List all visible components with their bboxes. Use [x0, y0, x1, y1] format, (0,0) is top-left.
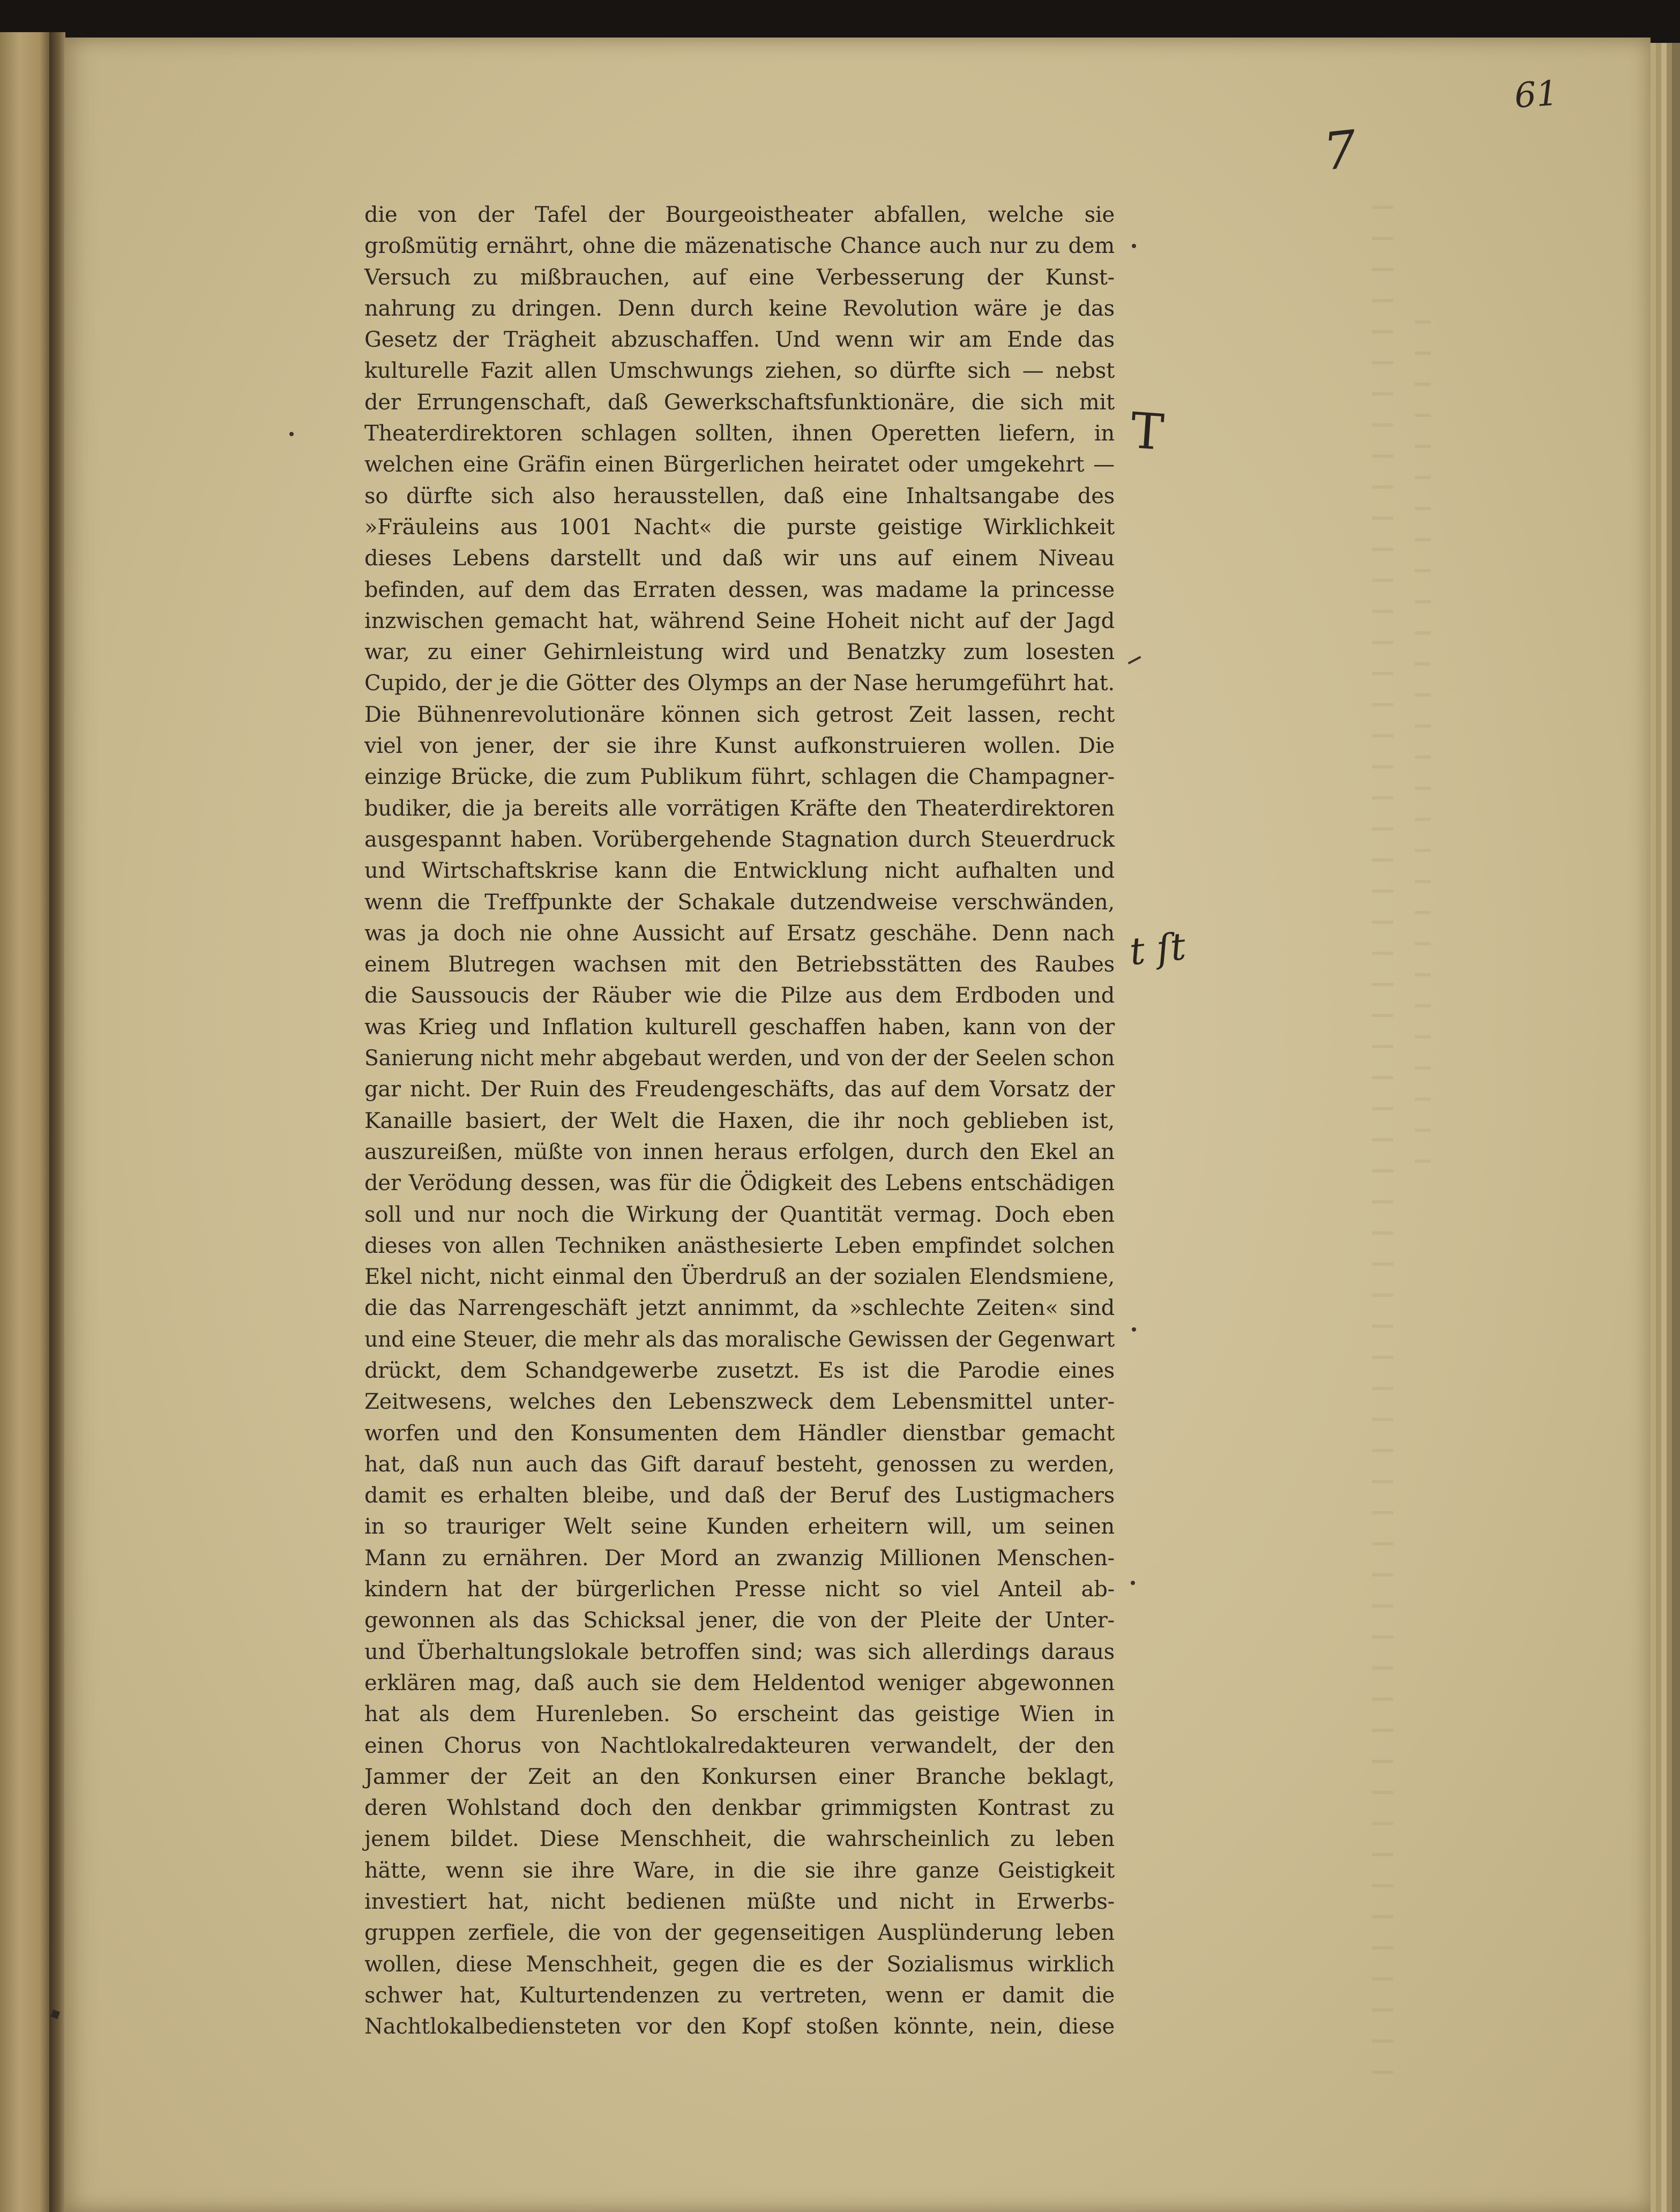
text-line: die von der Tafel der Bourgeoistheater abfallen, welche sie — [364, 203, 1115, 227]
show-through-text — [1372, 198, 1393, 2074]
text-line: nahrung zu dringen. Denn durch keine Revolution wäre je das — [364, 296, 1115, 321]
text-line: schwer hat, Kulturtendenzen zu vertreten, wenn er damit die — [364, 1983, 1115, 2008]
text-line: »Fräuleins aus 1001 Nacht« die purste geistige Wirklichkeit — [364, 514, 1115, 540]
text-line: befinden, auf dem das Erraten dessen, was madame la princesse — [364, 577, 1115, 602]
text-line: kulturelle Fazit allen Umschwungs ziehen, so dürfte sich — nebst — [364, 358, 1115, 384]
text-line: was ja doch nie ohne Aussicht auf Ersatz geschähe. Denn nach — [364, 921, 1115, 946]
text-line: gruppen zerfiele, die von der gegenseitigen Ausplünderung leben — [364, 1920, 1115, 1946]
text-line: Jammer der Zeit an den Konkursen einer Branche beklagt, — [364, 1764, 1115, 1789]
page-edge — [1651, 43, 1656, 2212]
text-line: viel von jener, der sie ihre Kunst aufkonstruieren wollen. Die — [364, 734, 1115, 759]
text-line: damit es erhalten bleibe, und daß der Beruf des Lustigmachers — [364, 1483, 1115, 1508]
text-line: die das Narrengeschäft jetzt annimmt, da »schlechte Zeiten« sind — [364, 1296, 1115, 1321]
text-line: deren Wohlstand doch den denkbar grimmigsten Kontrast zu — [364, 1796, 1115, 1821]
text-line: der Errungenschaft, daß Gewerkschaftsfunktionäre, die sich mit — [364, 390, 1115, 415]
text-line: Mann zu ernähren. Der Mord an zwanzig Millionen Menschen- — [364, 1545, 1115, 1571]
text-line: hätte, wenn sie ihre Ware, in die sie ihre ganze Geistigkeit — [364, 1858, 1115, 1883]
text-line: drückt, dem Schandgewerbe zusetzt. Es ist die Parodie eines — [364, 1358, 1115, 1383]
text-line: Theaterdirektoren schlagen sollten, ihnen Operetten liefern, in — [364, 421, 1115, 446]
proof-correction-mark: t ſt — [1128, 924, 1188, 974]
margin-mark — [1132, 1327, 1136, 1332]
margin-mark — [1131, 1581, 1135, 1585]
text-line: inzwischen gemacht hat, während Seine Hoheit nicht auf der Jagd — [364, 608, 1115, 633]
text-line: in so trauriger Welt seine Kunden erheitern will, um seinen — [364, 1514, 1115, 1540]
text-line: war, zu einer Gehirnleistung wird und Benatzky zum losesten — [364, 640, 1115, 665]
text-line: welchen eine Gräfin einen Bürgerlichen heiratet oder umgekehrt — — [364, 452, 1115, 477]
text-line: jenem bildet. Diese Menschheit, die wahrscheinlich zu leben — [364, 1827, 1115, 1852]
text-line: dieses von allen Techniken anästhesierte Leben empfindet solchen — [364, 1233, 1115, 1258]
text-line: einzige Brücke, die zum Publikum führt, schlagen die Champagner- — [364, 765, 1115, 790]
book-gutter — [49, 32, 65, 2212]
text-line: Versuch zu mißbrauchen, auf eine Verbesserung der Kunst- — [364, 265, 1115, 290]
text-line: kindern hat der bürgerlichen Presse nicht so viel Anteil ab- — [364, 1577, 1115, 1602]
text-line: investiert hat, nicht bedienen müßte und nicht in Erwerbs- — [364, 1889, 1115, 1915]
text-line: wenn die Treffpunkte der Schakale dutzendweise verschwänden, — [364, 890, 1115, 915]
page-edge — [1672, 43, 1680, 2212]
text-line: und Überhaltungslokale betroffen sind; was sich allerdings daraus — [364, 1639, 1115, 1664]
text-line: Sanierung nicht mehr abgebaut werden, und von der der Seelen schon — [364, 1046, 1115, 1071]
text-line: gewonnen als das Schicksal jener, die von der Pleite der Unter- — [364, 1608, 1115, 1633]
text-line: auszureißen, müßte von innen heraus erfolgen, durch den Ekel an — [364, 1139, 1115, 1164]
text-line: budiker, die ja bereits alle vorrätigen Kräfte den Theaterdirektoren — [364, 796, 1115, 821]
margin-mark — [1132, 244, 1136, 248]
text-line: der Verödung dessen, was für die Ödigkeit des Lebens entschädigen — [364, 1171, 1115, 1196]
text-line: so dürfte sich also herausstellen, daß eine Inhaltsangabe des — [364, 483, 1115, 509]
body-text — [364, 199, 1115, 2043]
proof-correction-mark: T — [1129, 401, 1166, 462]
text-line: ausgespannt haben. Vorübergehende Stagnation durch Steuerdruck — [364, 827, 1115, 852]
text-line: Zeitwesens, welches den Lebenszweck dem Lebensmittel unter- — [364, 1389, 1115, 1415]
text-line: Gesetz der Trägheit abzuschaffen. Und wenn wir am Ende das — [364, 327, 1115, 353]
text-line: soll und nur noch die Wirkung der Quantität vermag. Doch eben — [364, 1202, 1115, 1227]
text-line: Die Bühnenrevolutionäre können sich getrost Zeit lassen, recht — [364, 702, 1115, 727]
text-line: Cupido, der je die Götter des Olymps an der Nase herumgeführt hat. — [364, 671, 1115, 696]
text-line: hat als dem Hurenleben. So erscheint das geistige Wien in — [364, 1702, 1115, 1727]
text-line: hat, daß nun auch das Gift darauf besteht, genossen zu werden, — [364, 1452, 1115, 1477]
page-edge — [1656, 43, 1661, 2212]
show-through-text — [1415, 305, 1431, 1163]
text-line: worfen und den Konsumenten dem Händler dienstbar gemacht — [364, 1421, 1115, 1446]
text-line: Ekel nicht, nicht einmal den Überdruß an der sozialen Elendsmiene, — [364, 1265, 1115, 1290]
text-line: und Wirtschaftskrise kann die Entwicklung nicht aufhalten und — [364, 858, 1115, 884]
left-facing-page-edge — [0, 32, 49, 2212]
text-line: was Krieg und Inflation kulturell geschaffen haben, kann von der — [364, 1014, 1115, 1040]
text-line: einem Blutregen wachsen mit den Betriebsstätten des Raubes — [364, 952, 1115, 977]
text-line: die Saussoucis der Räuber wie die Pilze aus dem Erdboden und — [364, 983, 1115, 1008]
page-edge — [1661, 43, 1667, 2212]
text-line: erklären mag, daß auch sie dem Heldentod weniger abgewonnen — [364, 1670, 1115, 1695]
text-line: einen Chorus von Nachtlokalredakteuren verwandelt, der den — [364, 1733, 1115, 1758]
text-line: dieses Lebens darstellt und daß wir uns auf einem Niveau — [364, 546, 1115, 571]
margin-mark — [289, 432, 294, 436]
text-line: und eine Steuer, die mehr als das moralische Gewissen der Gegenwart — [364, 1327, 1115, 1352]
text-line: Nachtlokalbediensteten vor den Kopf stoßen könnte, nein, diese — [364, 2014, 1115, 2039]
handwritten-margin-number: 7 — [1320, 119, 1360, 182]
text-line: Kanaille basiert, der Welt die Haxen, die ihr noch geblieben ist, — [364, 1108, 1115, 1133]
text-line: großmütig ernährt, ohne die mäzenatische Chance auch nur zu dem — [364, 234, 1115, 259]
text-line: wollen, diese Menschheit, gegen die es der Sozialismus wirklich — [364, 1952, 1115, 1977]
page-number: 61 — [1513, 73, 1559, 116]
text-line: gar nicht. Der Ruin des Freudengeschäfts, das auf dem Vorsatz der — [364, 1077, 1115, 1102]
page-edge — [1667, 43, 1672, 2212]
